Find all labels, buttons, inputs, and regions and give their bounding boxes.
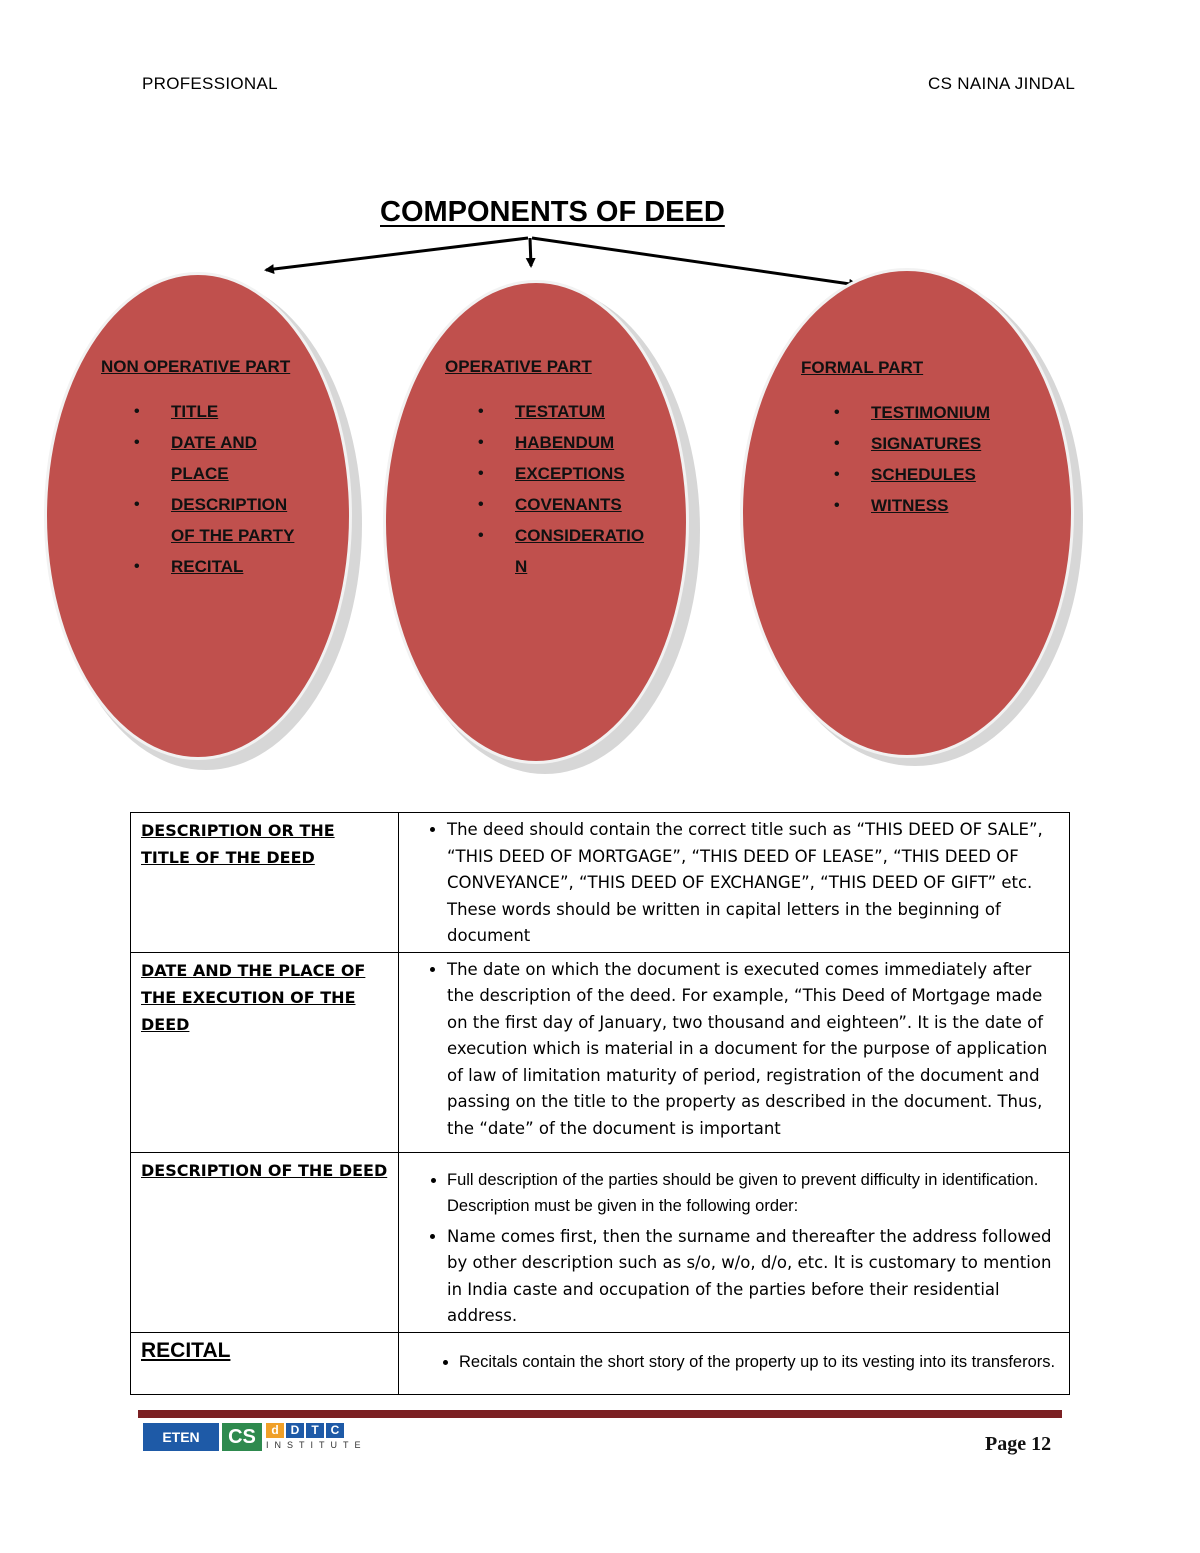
description-point: • The deed should contain the correct title such as “THIS DEED OF SALE”, “THIS DEED OF MORTGAGE”, “THIS DEED OF LEASE”, “THIS DEED OF CONVEYANCE”, “THIS DEED OF EXCHANGE”, “THIS DEED OF GIFT” etc. These words should be written in capital letters in the beginning of document	[447, 817, 1059, 950]
part-heading: OPERATIVE PART	[445, 357, 592, 376]
description-cell	[399, 813, 1070, 953]
logo-eten: ETEN	[143, 1423, 219, 1451]
description-point: • Recitals contain the short story of the property up to its vesting into its transferors.	[459, 1349, 1059, 1376]
part-operative	[445, 352, 665, 582]
logo-dtc	[266, 1423, 367, 1451]
term-cell: DESCRIPTION OR THE TITLE OF THE DEED	[131, 813, 399, 953]
logo-letter: C	[326, 1423, 344, 1438]
item-list	[101, 396, 311, 582]
list-item: • SIGNATURES	[871, 428, 1041, 459]
logo-cs: CS	[222, 1423, 262, 1451]
list-item: • HABENDUM	[515, 427, 665, 458]
table-row	[131, 813, 1070, 953]
list-item: • DESCRIPTION OF THE PARTY	[171, 489, 311, 551]
logo-letter: d	[266, 1423, 284, 1438]
table-row	[131, 1332, 1070, 1394]
description-cell	[399, 1332, 1070, 1394]
list-item: • WITNESS	[871, 490, 1041, 521]
part-formal	[801, 353, 1041, 521]
description-cell	[399, 952, 1070, 1152]
deed-components-table	[130, 812, 1070, 1395]
item-list	[445, 396, 665, 582]
page-title: COMPONENTS OF DEED	[380, 196, 725, 228]
arrow-right	[532, 238, 857, 285]
page-number: Page 12	[985, 1433, 1052, 1455]
eten-cs-dtc-logo	[143, 1423, 367, 1451]
description-point: • Full description of the parties should be given to prevent difficulty in identification. Description must be given in the following order:	[447, 1167, 1059, 1220]
description-cell	[399, 1152, 1070, 1332]
list-item: • TITLE	[171, 396, 311, 427]
description-point: • Name comes first, then the surname and thereafter the address followed by other description such as s/o, w/o, d/o, etc. It is customary to mention in India caste and occupation of the parties before their residential address.	[447, 1224, 1059, 1330]
list-item: • TESTATUM	[515, 396, 665, 427]
header-left: PROFESSIONAL	[142, 74, 278, 93]
arrow-left	[266, 238, 528, 270]
logo-letter: T	[306, 1423, 324, 1438]
logo-institute: INSTITUTE	[266, 1440, 367, 1450]
part-heading: NON OPERATIVE PART	[101, 357, 291, 376]
part-heading: FORMAL PART	[801, 358, 924, 377]
list-item: • COVENANTS	[515, 489, 665, 520]
part-non-operative	[101, 352, 311, 582]
logo-letter: D	[286, 1423, 304, 1438]
list-item: • DATE AND PLACE	[171, 427, 311, 489]
term-cell: RECITAL	[131, 1332, 399, 1394]
item-list	[801, 397, 1041, 521]
list-item: • EXCEPTIONS	[515, 458, 665, 489]
header-right: CS NAINA JINDAL	[928, 74, 1076, 93]
description-point: • The date on which the document is executed comes immediately after the description of the deed. For example, “This Deed of Mortgage made on the first day of January, two thousand and eighteen”. It is the date of execution which is material in a document for the purpose of application of law of limitation maturity of period, registration of the document and passing on the title to the property as described in the document. Thus, the “date” of the document is important	[447, 957, 1059, 1143]
list-item: • CONSIDERATION	[515, 520, 655, 582]
term-cell: DESCRIPTION OF THE DEED	[131, 1152, 399, 1332]
table-row	[131, 1152, 1070, 1332]
list-item: • TESTIMONIUM	[871, 397, 1041, 428]
arrow-center	[530, 238, 531, 266]
table-row	[131, 952, 1070, 1152]
footer-divider	[138, 1410, 1062, 1418]
list-item: • RECITAL	[171, 551, 311, 582]
hierarchy-arrows	[0, 0, 1200, 320]
list-item: • SCHEDULES	[871, 459, 1041, 490]
term-cell: DATE AND THE PLACE OF THE EXECUTION OF THE DEED	[131, 952, 399, 1152]
